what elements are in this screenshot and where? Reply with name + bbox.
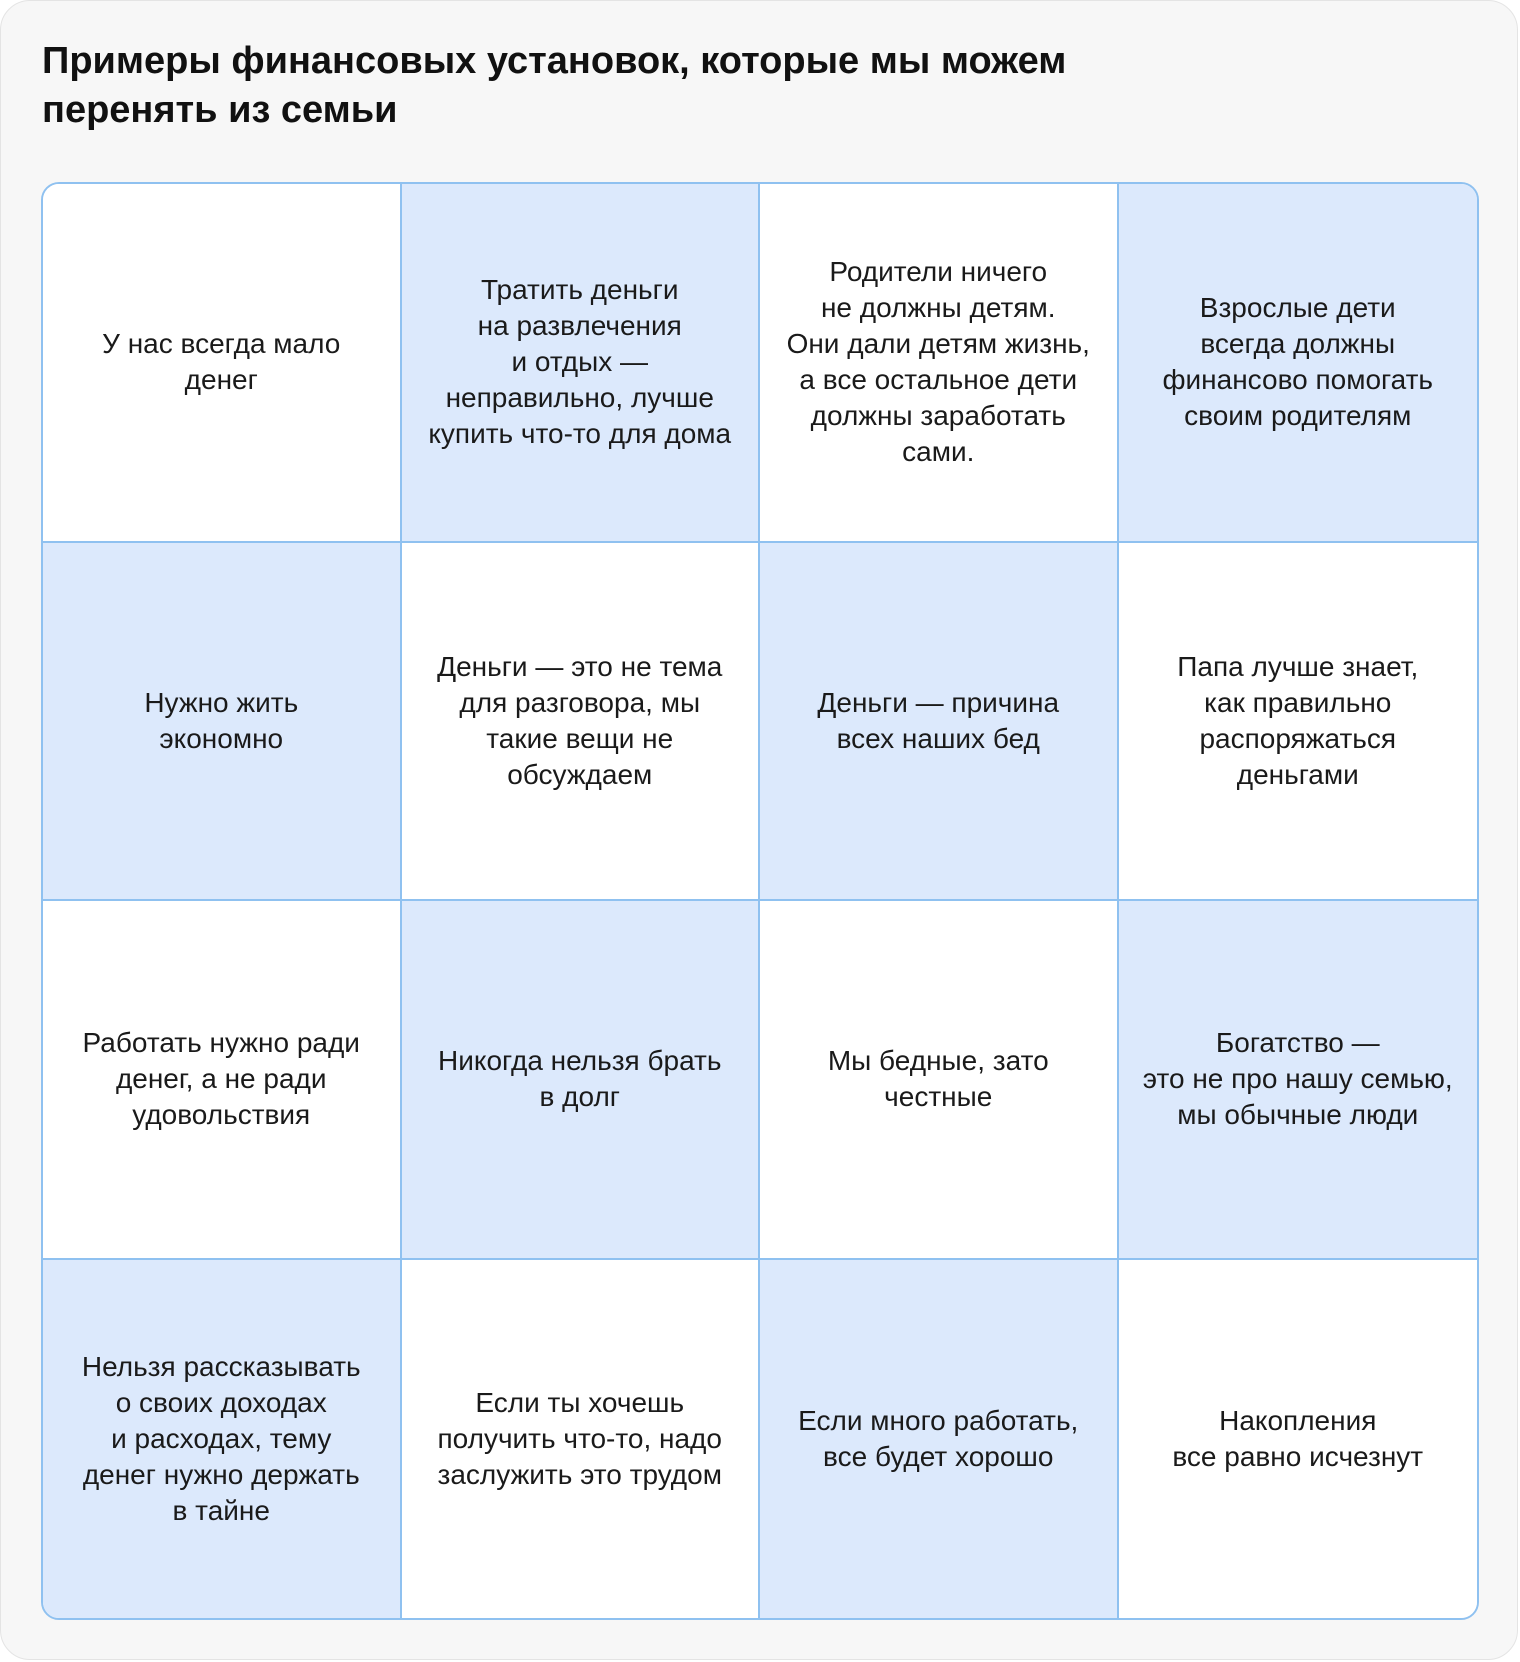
- grid-cell: Деньги — это не тема для разговора, мы такие вещи не обсуждаем: [402, 543, 761, 902]
- grid-cell: Мы бедные, зато честные: [760, 901, 1119, 1260]
- grid-cell: Накопления все равно исчезнут: [1119, 1260, 1478, 1619]
- grid-cell: Нужно жить экономно: [43, 543, 402, 902]
- grid-cell: У нас всегда мало денег: [43, 184, 402, 543]
- grid-cell: Никогда нельзя брать в долг: [402, 901, 761, 1260]
- grid-cell: Богатство — это не про нашу семью, мы обычные люди: [1119, 901, 1478, 1260]
- grid-cell: Нельзя рассказывать о своих доходах и расходах, тему денег нужно держать в тайне: [43, 1260, 402, 1619]
- page-title: Примеры финансовых установок, которые мы можем перенять из семьи: [42, 40, 1067, 131]
- grid-cell: Тратить деньги на развлечения и отдых — неправильно, лучше купить что-то для дома: [402, 184, 761, 543]
- grid-cell: Если ты хочешь получить что-то, надо заслужить это трудом: [402, 1260, 761, 1619]
- grid-cell: Взрослые дети всегда должны финансово помогать своим родителям: [1119, 184, 1478, 543]
- beliefs-grid: [41, 182, 1479, 1620]
- grid-cell: Папа лучше знает, как правильно распоряжаться деньгами: [1119, 543, 1478, 902]
- grid-cell: Работать нужно ради денег, а не ради удовольствия: [43, 901, 402, 1260]
- grid-cell: Если много работать, все будет хорошо: [760, 1260, 1119, 1619]
- grid-cell: Деньги — причина всех наших бед: [760, 543, 1119, 902]
- grid-cell: Родители ничего не должны детям. Они дали детям жизнь, а все остальное дети должны заработать сами.: [760, 184, 1119, 543]
